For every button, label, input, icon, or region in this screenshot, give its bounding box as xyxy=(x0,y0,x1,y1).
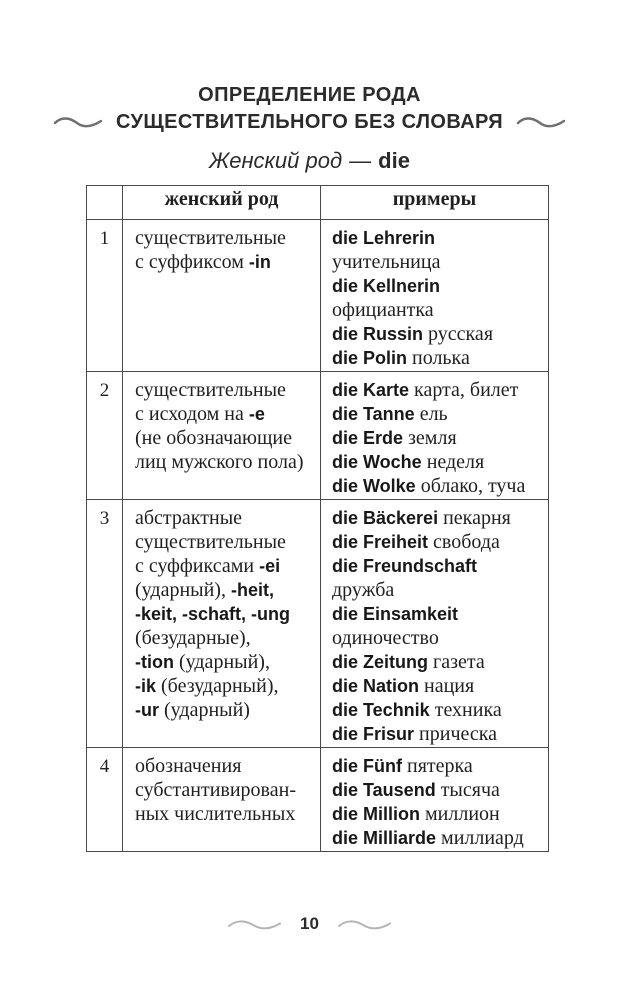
german-term: -tion xyxy=(135,652,174,672)
text-line xyxy=(135,531,316,555)
text-line xyxy=(135,675,316,699)
german-term: -ik xyxy=(135,676,157,696)
table-row xyxy=(87,220,549,372)
russian-text: полька xyxy=(407,347,470,369)
rule-cell xyxy=(123,500,321,748)
table-row xyxy=(87,748,549,852)
russian-text: существительные xyxy=(135,227,286,249)
text-line xyxy=(332,507,545,531)
german-term: die Freundschaft xyxy=(332,556,478,576)
header-cell-number xyxy=(87,186,123,220)
text-line xyxy=(332,299,545,323)
german-term: die Fünf xyxy=(332,756,402,776)
text-line xyxy=(332,675,545,699)
german-term: die Technik xyxy=(332,700,430,720)
gender-rules-table-wrap xyxy=(86,185,549,852)
russian-text: одиночество xyxy=(332,627,439,649)
text-line xyxy=(332,403,545,427)
german-term: die Wolke xyxy=(332,476,416,496)
russian-text: карта, билет xyxy=(409,379,519,401)
russian-text: (не обозначающие xyxy=(135,427,292,449)
text-line xyxy=(332,603,545,627)
section-subtitle xyxy=(0,146,619,176)
text-line xyxy=(332,347,545,371)
examples-cell xyxy=(321,748,549,852)
gender-rules-table xyxy=(86,185,549,852)
russian-text: пятерка xyxy=(402,755,473,777)
text-line xyxy=(135,699,316,723)
text-line xyxy=(135,651,316,675)
row-number: 1 xyxy=(87,220,123,372)
text-line xyxy=(332,627,545,651)
russian-text: тысяча xyxy=(435,779,500,801)
examples-cell xyxy=(321,372,549,500)
header-cell-examples: примеры xyxy=(321,186,549,220)
text-line xyxy=(332,427,545,451)
text-line xyxy=(332,803,545,827)
text-line xyxy=(135,251,316,275)
german-term: die Polin xyxy=(332,348,408,368)
russian-text: (ударный), xyxy=(173,651,270,673)
russian-text: лиц мужского пола) xyxy=(135,451,304,473)
subtitle-gender-label: Женский род xyxy=(209,148,343,173)
russian-text: земля xyxy=(403,427,457,449)
text-line xyxy=(332,579,545,603)
text-line xyxy=(135,451,316,475)
russian-text: прическа xyxy=(414,723,498,745)
page-number: 10 xyxy=(300,914,319,933)
text-line xyxy=(332,227,545,251)
text-line xyxy=(332,555,545,579)
text-line xyxy=(332,451,545,475)
text-line xyxy=(332,475,545,499)
russian-text: с суффиксами xyxy=(135,555,260,577)
russian-text: пекарня xyxy=(438,507,511,529)
german-term: die Zeitung xyxy=(332,652,428,672)
russian-text: дружба xyxy=(332,579,395,601)
russian-text: облако, туча xyxy=(415,475,526,497)
header-cell-rule: женский род xyxy=(123,186,321,220)
examples-cell xyxy=(321,500,549,748)
rule-cell xyxy=(123,372,321,500)
german-term: die Kellnerin xyxy=(332,276,441,296)
russian-text: техника xyxy=(429,699,502,721)
german-term: die Tausend xyxy=(332,780,436,800)
row-number: 3 xyxy=(87,500,123,748)
text-line xyxy=(135,403,316,427)
german-term: -keit, -schaft, -ung xyxy=(135,604,291,624)
wave-squiggle-icon xyxy=(516,115,566,129)
russian-text: (безударные), xyxy=(135,627,251,649)
page-title-line1: ОПРЕДЕЛЕНИЕ РОДА xyxy=(198,84,421,106)
german-term: die Karte xyxy=(332,380,410,400)
text-line xyxy=(332,323,545,347)
text-line xyxy=(135,627,316,651)
page-title xyxy=(0,82,619,135)
russian-text: (безударный), xyxy=(156,675,279,697)
russian-text: обозначения xyxy=(135,755,242,777)
wave-squiggle-icon xyxy=(227,918,282,931)
text-line xyxy=(332,379,545,403)
table-row xyxy=(87,500,549,748)
russian-text: неделя xyxy=(421,451,485,473)
examples-cell xyxy=(321,220,549,372)
text-line xyxy=(332,275,545,299)
german-term: die Million xyxy=(332,804,420,824)
rule-cell xyxy=(123,748,321,852)
german-term: die Tanne xyxy=(332,404,415,424)
text-line xyxy=(332,251,545,275)
german-term: die Bäckerei xyxy=(332,508,439,528)
rule-cell xyxy=(123,220,321,372)
wave-squiggle-icon xyxy=(337,918,392,931)
text-line xyxy=(135,379,316,403)
table-row xyxy=(87,372,549,500)
text-line xyxy=(332,779,545,803)
russian-text: нация xyxy=(419,675,475,697)
russian-text: с суффиксом xyxy=(135,251,249,273)
text-line xyxy=(135,803,316,827)
russian-text: абстрактные xyxy=(135,507,243,529)
row-number: 2 xyxy=(87,372,123,500)
wave-squiggle-icon xyxy=(53,115,103,129)
page-title-line2: СУЩЕСТВИТЕЛЬНОГО БЕЗ СЛОВАРЯ xyxy=(115,111,504,133)
text-line xyxy=(332,531,545,555)
russian-text: свобода xyxy=(428,531,500,553)
german-term: -in xyxy=(248,252,271,272)
russian-text: существительные xyxy=(135,531,286,553)
text-line xyxy=(135,227,316,251)
russian-text: субстантивирован- xyxy=(135,779,296,801)
russian-text: миллиард xyxy=(436,827,524,849)
russian-text: официантка xyxy=(332,299,434,321)
russian-text: ель xyxy=(414,403,448,425)
row-number: 4 xyxy=(87,748,123,852)
german-term: die Frisur xyxy=(332,724,415,744)
german-term: -heit, xyxy=(230,580,274,600)
text-line xyxy=(135,755,316,779)
russian-text: русская xyxy=(423,323,494,345)
russian-text: учительница xyxy=(332,251,441,273)
russian-text: (ударный) xyxy=(159,699,250,721)
text-line xyxy=(135,579,316,603)
text-line xyxy=(332,699,545,723)
text-line xyxy=(332,827,545,851)
german-term: -e xyxy=(248,404,265,424)
text-line xyxy=(135,507,316,531)
russian-text: газета xyxy=(428,651,485,673)
russian-text: существительные xyxy=(135,379,286,401)
russian-text: с исходом на xyxy=(135,403,249,425)
russian-text: ных числительных xyxy=(135,803,296,825)
text-line xyxy=(135,427,316,451)
russian-text: (ударный), xyxy=(135,579,231,601)
text-line xyxy=(332,651,545,675)
german-term: die Nation xyxy=(332,676,420,696)
german-term: die Einsamkeit xyxy=(332,604,459,624)
german-term: die Woche xyxy=(332,452,422,472)
table-header-row xyxy=(87,186,549,220)
german-term: -ei xyxy=(259,556,281,576)
german-term: die Lehrerin xyxy=(332,228,436,248)
text-line xyxy=(135,603,316,627)
text-line xyxy=(135,779,316,803)
russian-text: миллион xyxy=(420,803,500,825)
german-term: -ur xyxy=(135,700,159,720)
page-footer xyxy=(0,914,619,934)
subtitle-dash: — xyxy=(349,148,372,173)
subtitle-article: die xyxy=(378,148,410,173)
german-term: die Freiheit xyxy=(332,532,429,552)
text-line xyxy=(332,723,545,747)
text-line xyxy=(332,755,545,779)
page-title-line2-row xyxy=(0,109,619,135)
german-term: die Erde xyxy=(332,428,404,448)
german-term: die Russin xyxy=(332,324,424,344)
german-term: die Milliarde xyxy=(332,828,437,848)
text-line xyxy=(135,555,316,579)
